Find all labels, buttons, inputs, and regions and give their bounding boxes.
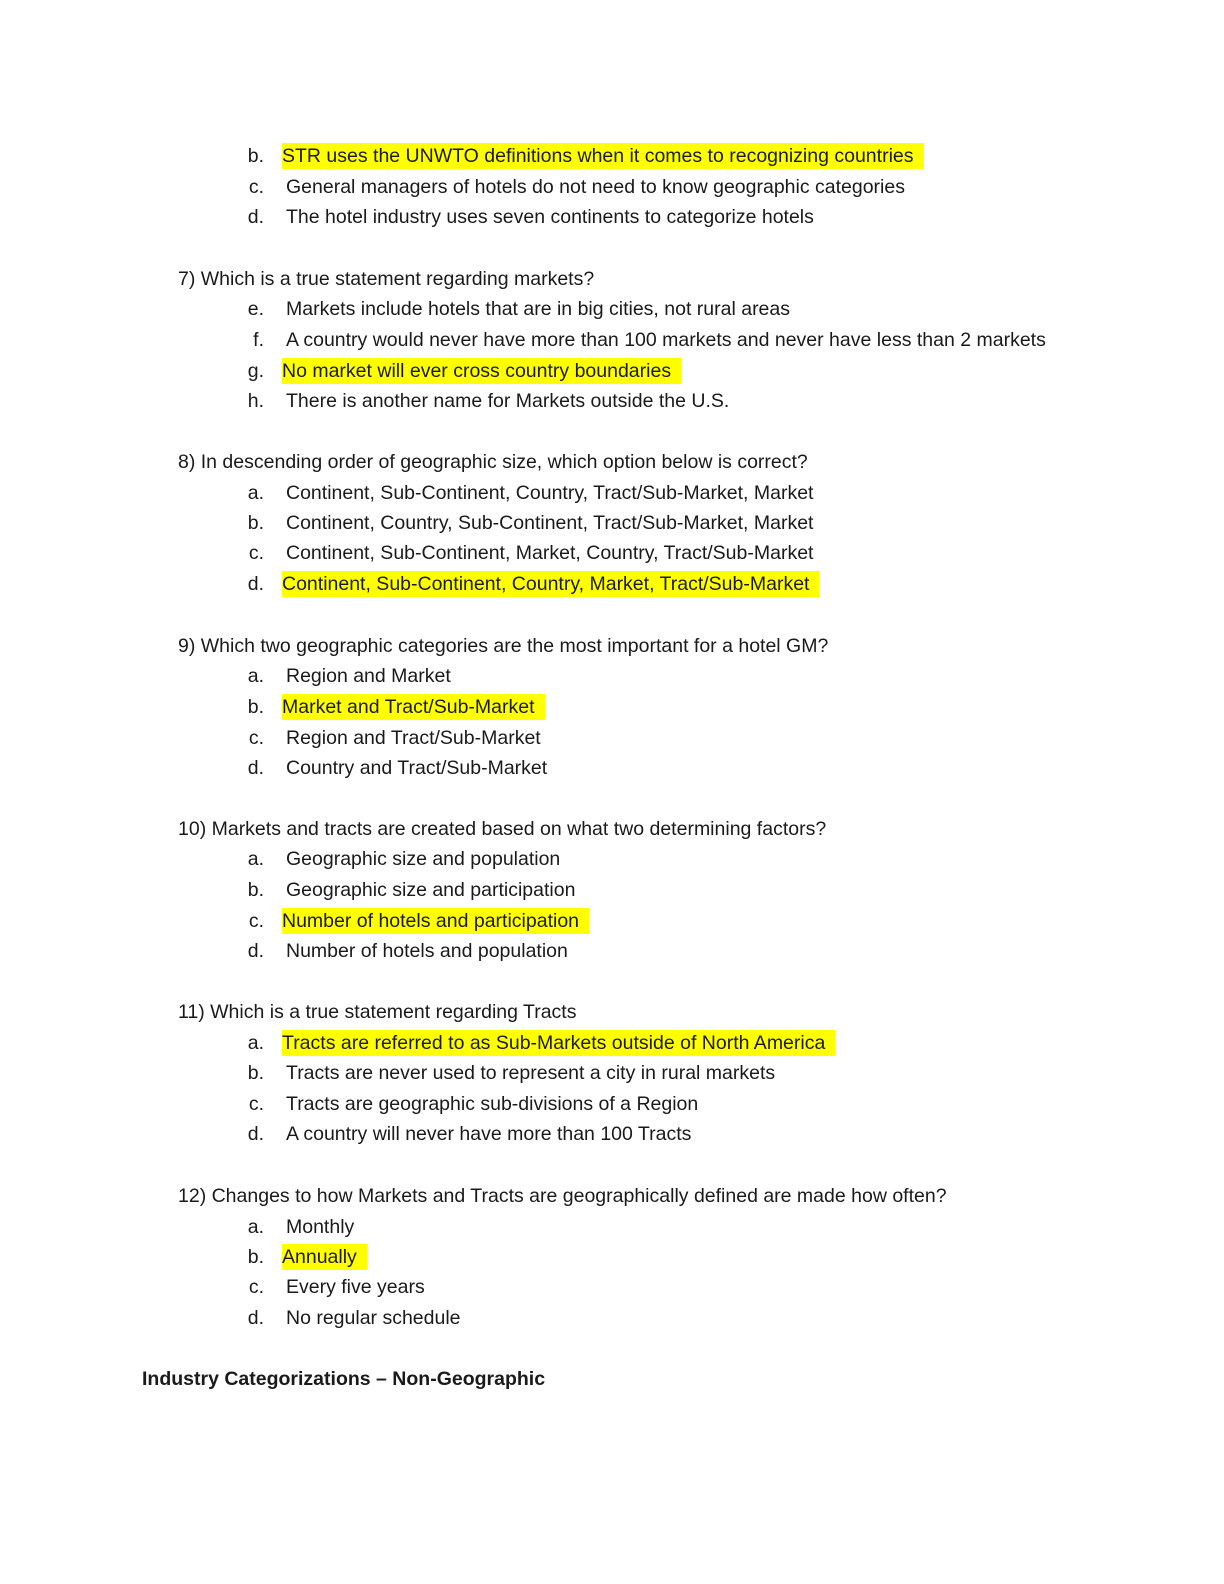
option-letter: e. <box>247 298 264 320</box>
option-text: Markets include hotels that are in big cities, not rural areas <box>286 298 791 320</box>
option-text: Geographic size and participation <box>286 879 576 901</box>
option-letter: a. <box>247 665 264 687</box>
question-11: 11) Which is a true statement regarding Tracts <box>178 1001 577 1023</box>
option-letter: c. <box>248 542 264 564</box>
option-letter: c. <box>248 1093 264 1115</box>
option-item <box>0 1214 1224 1240</box>
option-item <box>0 755 1224 781</box>
option-item <box>0 480 1224 506</box>
option-text-highlighted: Tracts are referred to as Sub-Markets outside of North America <box>282 1030 835 1056</box>
option-text: The hotel industry uses seven continents to categorize hotels <box>286 206 814 228</box>
option-letter: h. <box>247 390 264 412</box>
option-item <box>0 663 1224 689</box>
question-7: 7) Which is a true statement regarding markets? <box>178 268 595 290</box>
option-text-highlighted: No market will ever cross country boundaries <box>282 358 681 384</box>
option-text: Tracts are never used to represent a city in rural markets <box>286 1062 776 1084</box>
option-item <box>0 296 1224 322</box>
option-letter: d. <box>247 1307 264 1329</box>
option-text: Country and Tract/Sub-Market <box>286 757 548 779</box>
option-text: Every five years <box>286 1276 425 1298</box>
option-item <box>0 908 1224 934</box>
option-letter: c. <box>248 727 264 749</box>
option-item <box>0 694 1224 720</box>
option-text: Region and Tract/Sub-Market <box>286 727 541 749</box>
option-item <box>0 388 1224 414</box>
option-text: Monthly <box>286 1216 355 1238</box>
option-item <box>0 938 1224 964</box>
option-letter: b. <box>247 879 264 901</box>
option-letter: g. <box>247 360 264 382</box>
option-text: There is another name for Markets outside the U.S. <box>286 390 730 412</box>
option-text-highlighted: STR uses the UNWTO definitions when it comes to recognizing countries <box>282 143 924 169</box>
option-text: Continent, Sub-Continent, Country, Tract/Sub-Market, Market <box>286 482 814 504</box>
option-text: A country would never have more than 100 markets and never have less than 2 markets <box>286 329 1046 351</box>
option-text: Continent, Country, Sub-Continent, Tract/Sub-Market, Market <box>286 512 814 534</box>
option-letter: d. <box>247 757 264 779</box>
option-item <box>0 1305 1224 1331</box>
option-text: General managers of hotels do not need to know geographic categories <box>286 176 905 198</box>
option-item <box>0 1121 1224 1147</box>
option-letter: b. <box>247 1246 264 1268</box>
question-8: 8) In descending order of geographic size, which option below is correct? <box>178 451 808 473</box>
option-item <box>0 571 1224 597</box>
option-item <box>0 174 1224 200</box>
option-letter: a. <box>247 1032 264 1054</box>
option-letter: a. <box>247 848 264 870</box>
option-text: Region and Market <box>286 665 451 687</box>
option-item <box>0 877 1224 903</box>
option-text-highlighted: Annually <box>282 1244 367 1270</box>
option-text: No regular schedule <box>286 1307 461 1329</box>
option-letter: c. <box>248 176 264 198</box>
option-item <box>0 143 1224 169</box>
option-letter: d. <box>247 1123 264 1145</box>
question-9: 9) Which two geographic categories are the most important for a hotel GM? <box>178 635 829 657</box>
option-letter: d. <box>247 940 264 962</box>
option-letter: c. <box>248 1276 264 1298</box>
option-text: Number of hotels and population <box>286 940 568 962</box>
option-item <box>0 510 1224 536</box>
option-item <box>0 725 1224 751</box>
option-text-highlighted: Continent, Sub-Continent, Country, Market, Tract/Sub-Market <box>282 571 819 597</box>
option-letter: f. <box>253 329 264 351</box>
question-12: 12) Changes to how Markets and Tracts are geographically defined are made how often? <box>178 1185 947 1207</box>
option-item <box>0 1274 1224 1300</box>
option-letter: b. <box>247 145 264 167</box>
option-letter: c. <box>248 910 264 932</box>
option-letter: b. <box>247 512 264 534</box>
option-item <box>0 1030 1224 1056</box>
option-letter: b. <box>247 1062 264 1084</box>
option-item <box>0 1244 1224 1270</box>
option-item <box>0 540 1224 566</box>
option-text-highlighted: Number of hotels and participation <box>282 908 589 934</box>
option-item <box>0 358 1224 384</box>
option-letter: b. <box>247 696 264 718</box>
option-text: A country will never have more than 100 Tracts <box>286 1123 692 1145</box>
option-item <box>0 1091 1224 1117</box>
option-letter: a. <box>247 1216 264 1238</box>
option-letter: d. <box>247 206 264 228</box>
option-letter: d. <box>247 573 264 595</box>
section-heading: Industry Categorizations – Non-Geographic <box>142 1368 546 1390</box>
option-text: Geographic size and population <box>286 848 561 870</box>
option-item <box>0 204 1224 230</box>
option-item <box>0 327 1224 353</box>
option-item <box>0 1060 1224 1086</box>
option-text-highlighted: Market and Tract/Sub-Market <box>282 694 545 720</box>
option-text: Tracts are geographic sub-divisions of a Region <box>286 1093 699 1115</box>
option-item <box>0 846 1224 872</box>
option-text: Continent, Sub-Continent, Market, Country, Tract/Sub-Market <box>286 542 814 564</box>
option-letter: a. <box>247 482 264 504</box>
question-10: 10) Markets and tracts are created based on what two determining factors? <box>178 818 827 840</box>
